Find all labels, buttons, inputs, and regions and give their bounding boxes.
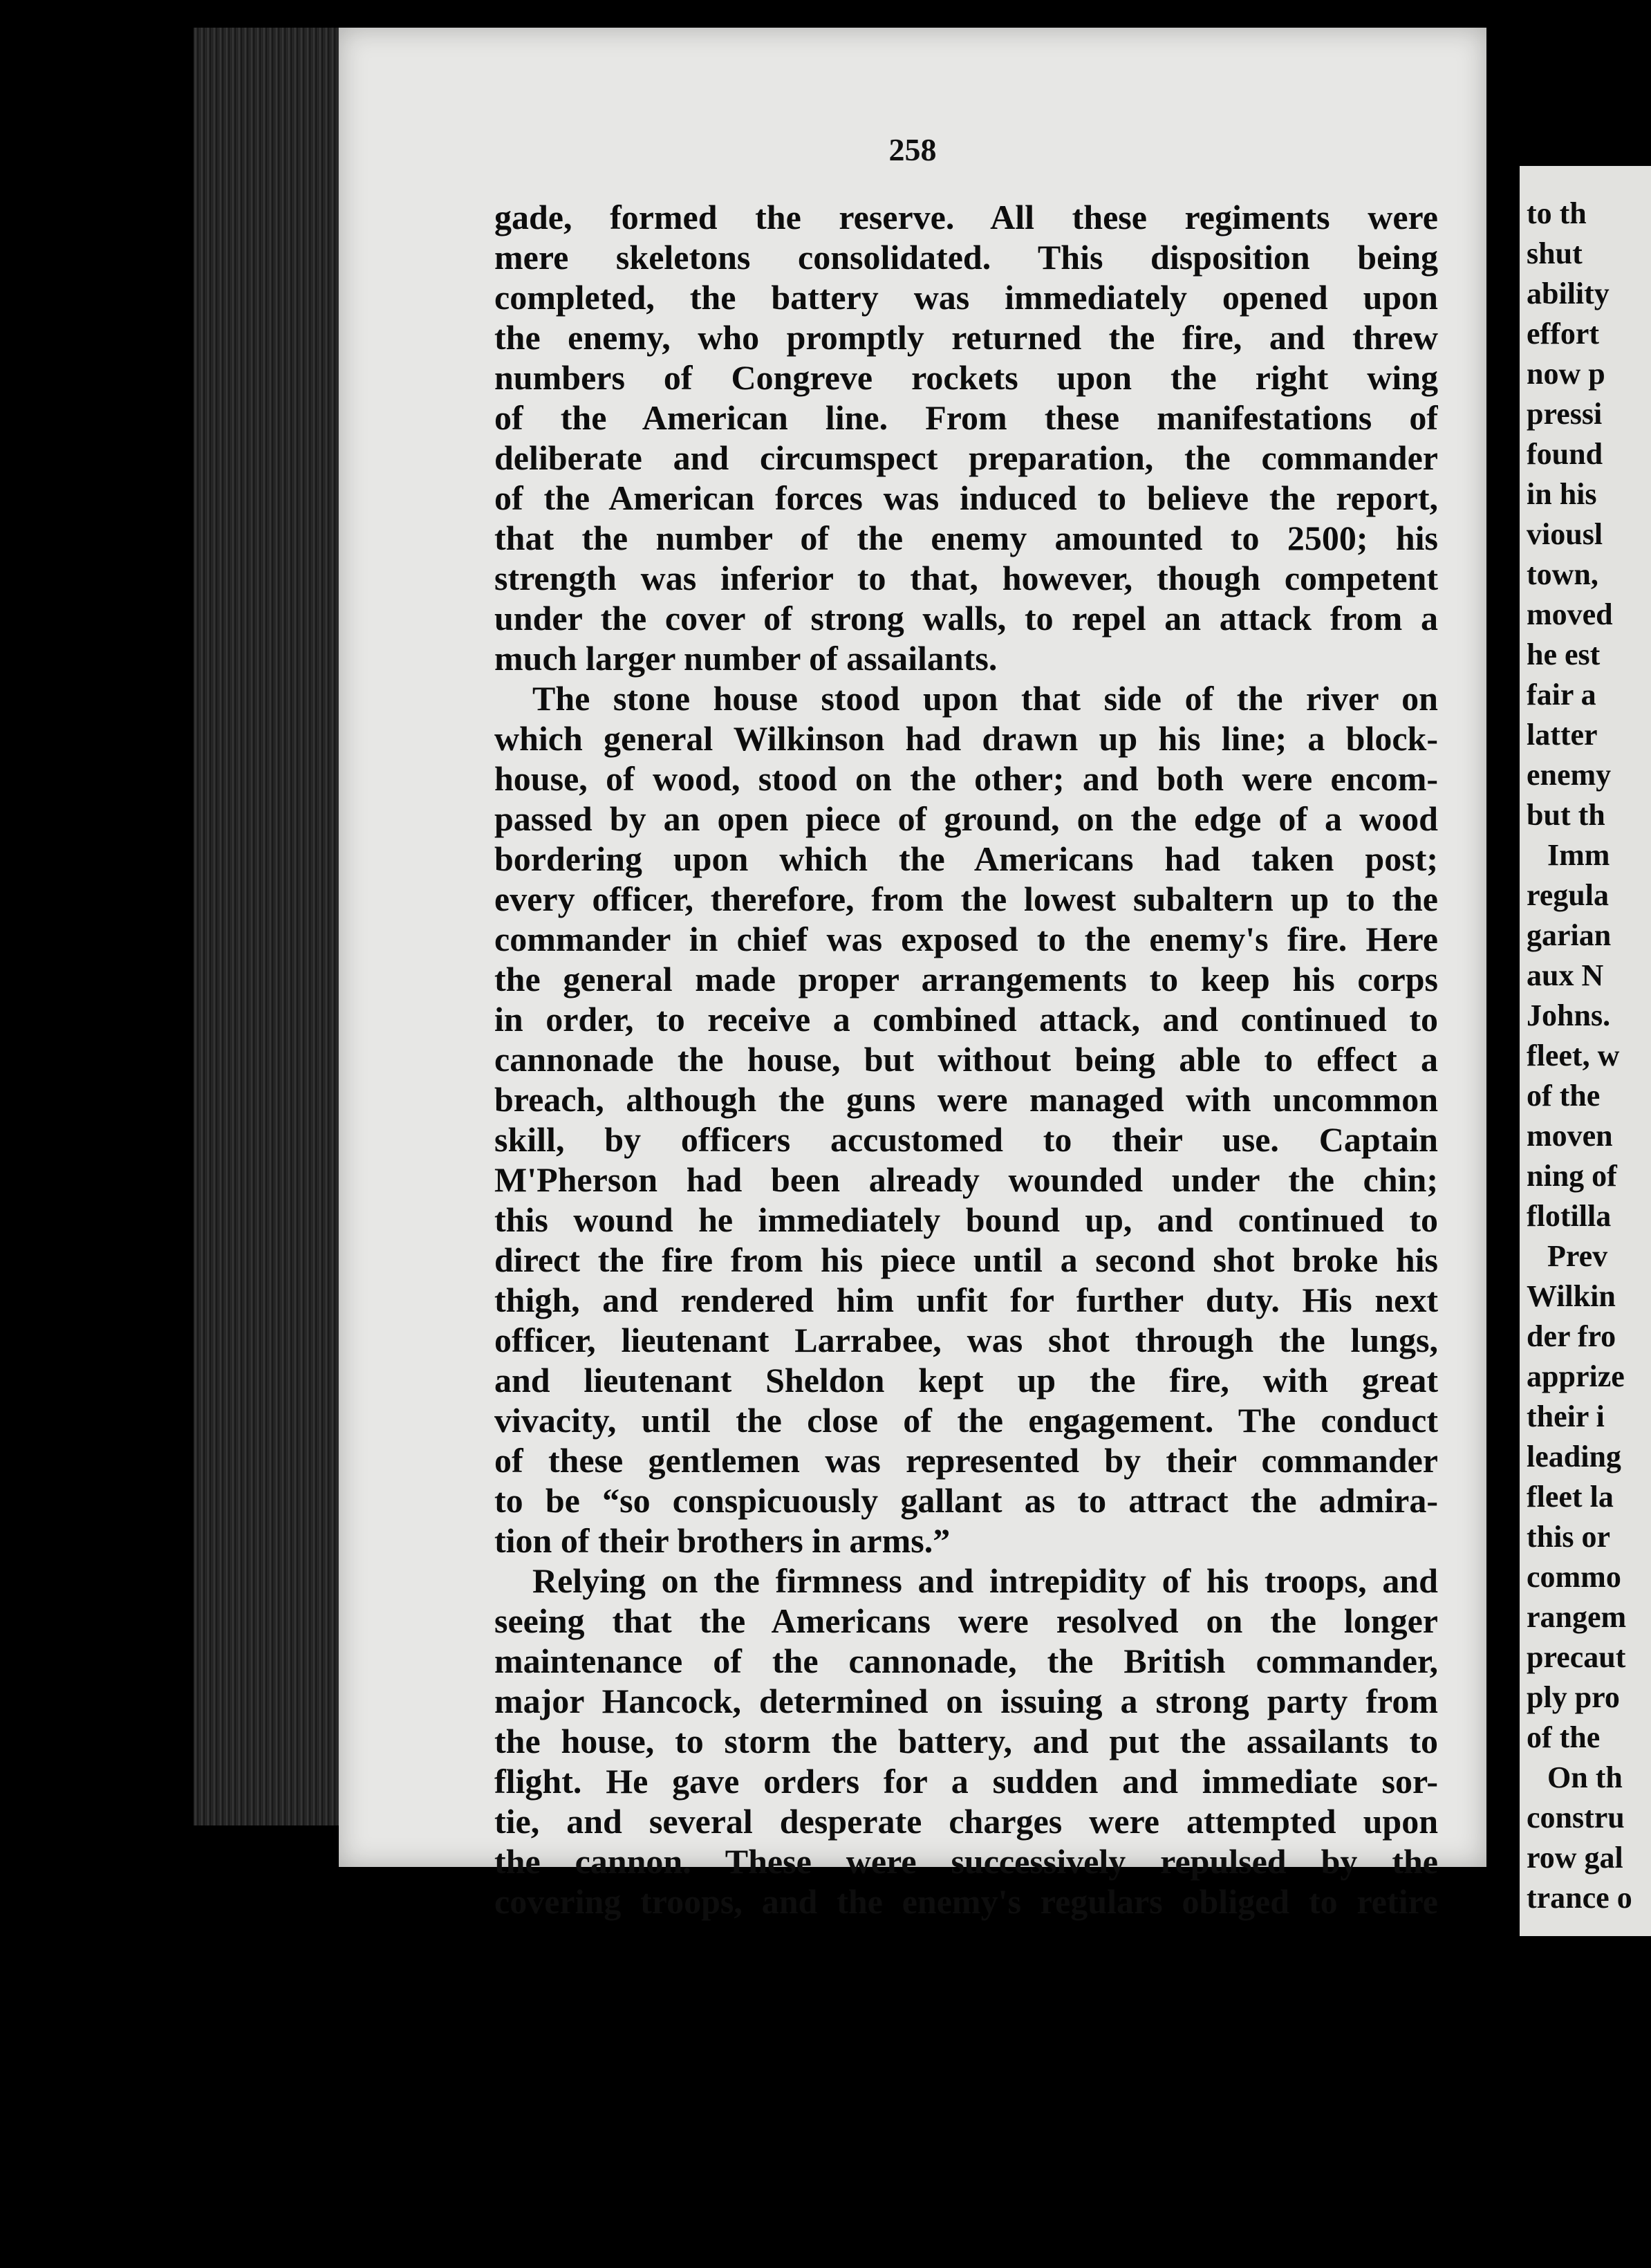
text-line: mere skeletons consolidated. This disposition being [494, 238, 1438, 277]
text-line: the general made proper arrangements to keep his corps [494, 960, 1438, 998]
facing-text-line: fair a [1527, 678, 1596, 712]
text-line: and lieutenant Sheldon kept up the fire, with great [494, 1361, 1438, 1400]
facing-text-line: latter [1527, 718, 1598, 752]
text-line: breach, although the guns were managed with uncommon [494, 1080, 1438, 1119]
text-line: seeing that the Americans were resolved on the longer [494, 1601, 1438, 1640]
text-line: vivacity, until the close of the engagement. The conduct [494, 1401, 1438, 1440]
text-line: passed by an open piece of ground, on the edge of a wood [494, 799, 1438, 838]
facing-text-line: regula [1527, 878, 1609, 912]
facing-text-line: Imm [1547, 838, 1610, 872]
facing-text-line: ability [1527, 277, 1610, 310]
facing-text-line: fleet, w [1527, 1039, 1620, 1072]
facing-text-line: this or [1527, 1520, 1610, 1554]
text-line: bordering upon which the Americans had taken post; [494, 839, 1438, 878]
text-line: tie, and several desperate charges were attempted upon [494, 1802, 1438, 1841]
text-line: of the American line. From these manifestations of [494, 398, 1438, 437]
facing-text-line: row gal [1527, 1841, 1623, 1875]
text-line: house, of wood, stood on the other; and both were encom- [494, 759, 1438, 798]
facing-text-line: effort [1527, 317, 1600, 351]
facing-text-line: apprize [1527, 1359, 1625, 1393]
facing-text-line: commo [1527, 1560, 1621, 1594]
facing-text-line: shut [1527, 236, 1583, 270]
text-line: under the cover of strong walls, to repel an attack from a [494, 599, 1438, 638]
facing-text-line: to th [1527, 196, 1587, 230]
text-line: every officer, therefore, from the lowest subaltern up to the [494, 880, 1438, 918]
text-line: that the number of the enemy amounted to 2500; his [494, 519, 1438, 557]
text-line: this wound he immediately bound up, and continued to [494, 1200, 1438, 1239]
text-line: deliberate and circumspect preparation, the commander [494, 438, 1438, 477]
text-line: of the American forces was induced to believe the report, [494, 478, 1438, 517]
facing-text-line: precaut [1527, 1640, 1626, 1674]
text-line: strength was inferior to that, however, though competent [494, 559, 1438, 597]
facing-text-line: garian [1527, 918, 1612, 952]
text-line: the enemy, who promptly returned the fire, and threw [494, 318, 1438, 357]
text-line: officer, lieutenant Larrabee, was shot through the lungs, [494, 1321, 1438, 1359]
book-page [339, 28, 1486, 1921]
facing-text-line: aux N [1527, 958, 1604, 992]
facing-text-line: On th [1547, 1760, 1623, 1794]
facing-page-text [1527, 194, 1632, 1918]
book-gutter [1486, 0, 1520, 2268]
facing-text-line: enemy [1527, 758, 1612, 792]
facing-text-line: trance o [1527, 1881, 1632, 1915]
facing-text-line: ning of [1527, 1159, 1617, 1193]
facing-text-line: he est [1527, 638, 1601, 671]
text-line: gade, formed the reserve. All these regiments were [494, 198, 1438, 236]
facing-text-line: moved [1527, 597, 1613, 631]
page-number: 258 [888, 132, 937, 167]
text-line: numbers of Congreve rockets upon the right wing [494, 358, 1438, 397]
facing-text-line: moven [1527, 1119, 1613, 1153]
book-page-edges [194, 28, 353, 1825]
text-line: M'Pherson had been already wounded under the chin; [494, 1160, 1438, 1199]
facing-text-line: constru [1527, 1801, 1625, 1834]
facing-text-line: town, [1527, 557, 1598, 591]
facing-page-fragment [1520, 166, 1651, 1936]
text-line: thigh, and rendered him unfit for further duty. His next [494, 1281, 1438, 1319]
facing-text-line: in his [1527, 477, 1597, 511]
text-line: of these gentlemen was represented by their commander [494, 1441, 1438, 1480]
facing-text-line: now p [1527, 357, 1605, 391]
body-text [494, 197, 1438, 1922]
text-line: flight. He gave orders for a sudden and immediate sor- [494, 1762, 1438, 1801]
text-line: the cannon. These were successively repulsed by the [494, 1842, 1438, 1881]
facing-text-line: der fro [1527, 1319, 1616, 1353]
text-line: in order, to receive a combined attack, and continued to [494, 1000, 1438, 1039]
facing-text-line: of the [1527, 1079, 1601, 1113]
facing-text-line: pressi [1527, 397, 1603, 431]
text-line: commander in chief was exposed to the enemy's fire. Here [494, 920, 1438, 958]
facing-text-line: found [1527, 437, 1603, 471]
facing-text-line: Wilkin [1527, 1279, 1616, 1313]
facing-text-line: leading [1527, 1440, 1621, 1474]
text-line: maintenance of the cannonade, the British commander, [494, 1642, 1438, 1680]
text-line: tion of their brothers in arms.” [494, 1521, 951, 1560]
text-line: covering troops, and the enemy's regulars obliged to retire [494, 1882, 1438, 1921]
facing-text-line: Prev [1547, 1239, 1608, 1273]
facing-text-line: of the [1527, 1720, 1601, 1754]
facing-text-line: viousl [1527, 517, 1603, 551]
text-line: the house, to storm the battery, and put the assailants to [494, 1722, 1438, 1760]
facing-text-line: their i [1527, 1400, 1605, 1433]
facing-text-line: rangem [1527, 1600, 1627, 1634]
facing-text-line: flotilla [1527, 1199, 1612, 1233]
text-line: much larger number of assailants. [494, 639, 998, 678]
text-line: The stone house stood upon that side of the river on [532, 679, 1438, 718]
text-line: major Hancock, determined on issuing a strong party from [494, 1682, 1438, 1720]
text-line: Relying on the firmness and intrepidity of his troops, and [532, 1561, 1438, 1600]
text-line: cannonade the house, but without being able to effect a [494, 1040, 1438, 1079]
text-line: to be “so conspicuously gallant as to attract the admira- [494, 1481, 1438, 1520]
text-line: which general Wilkinson had drawn up his line; a block- [494, 719, 1438, 758]
text-line: completed, the battery was immediately opened upon [494, 278, 1438, 317]
facing-text-line: Johns. [1527, 998, 1611, 1032]
facing-text-line: fleet la [1527, 1480, 1614, 1514]
facing-text-line: ply pro [1527, 1680, 1620, 1714]
facing-text-line: but th [1527, 798, 1605, 832]
text-line: skill, by officers accustomed to their use. Captain [494, 1120, 1438, 1159]
text-line: direct the fire from his piece until a second shot broke his [494, 1240, 1438, 1279]
